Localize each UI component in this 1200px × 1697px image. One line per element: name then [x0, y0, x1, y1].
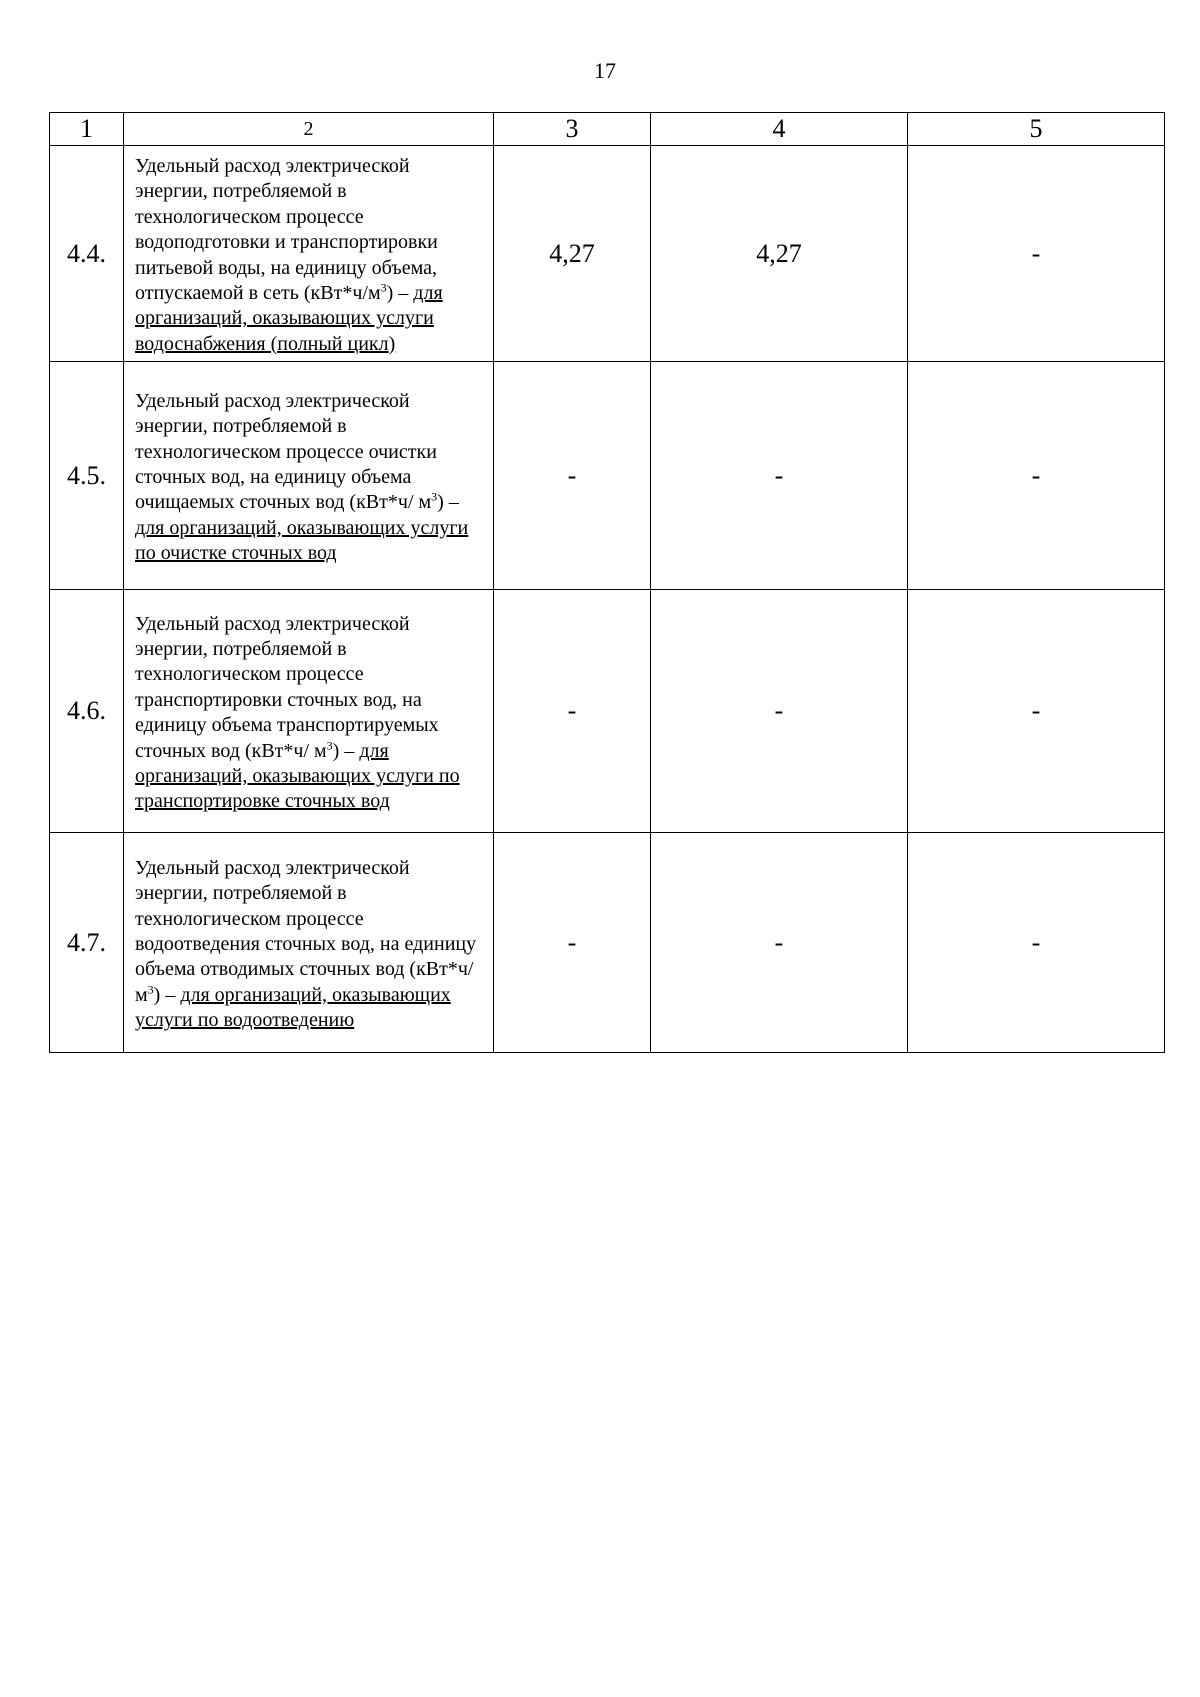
value-col-4: -	[651, 362, 908, 590]
description-underlined: для организаций, оказывающих услуги по очистке сточных вод	[135, 516, 469, 565]
value-col-4: -	[651, 590, 908, 833]
description-underlined: для организаций, оказывающих услуги по транспортировке сточных вод	[135, 739, 460, 813]
value-col-5: -	[908, 146, 1165, 362]
value-col-3: -	[494, 590, 651, 833]
value-col-5: -	[908, 590, 1165, 833]
row-description: Удельный расход электрической энергии, потребляемой в технологическом процессе водоподготовки и транспортировки питьевой воды, на единицу объема, отпускаемой в сеть $(кВт*ч/м^3)$ – для организаций, оказывающих услуги водоснабжения (полный цикл)	[124, 146, 494, 362]
column-header-1: 1	[50, 113, 124, 146]
description-underlined: для организаций, оказывающих услуги по водоотведению	[135, 983, 451, 1032]
value-col-3: -	[494, 362, 651, 590]
value-col-5: -	[908, 362, 1165, 590]
row-description: Удельный расход электрической энергии, потребляемой в технологическом процессе транспортировки сточных вод, на единицу объема транспортируемых сточных вод (кВт*ч/ $м^3$) – для организаций, оказывающих услуги по транспортировке сточных вод	[124, 590, 494, 833]
value-col-4: -	[651, 833, 908, 1053]
row-description: Удельный расход электрической энергии, потребляемой в технологическом процессе водоотведения сточных вод, на единицу объема отводимых сточных вод (кВт*ч/ $м^3$) – для организаций, оказывающих услуги по водоотведению	[124, 833, 494, 1053]
value-col-5: -	[908, 833, 1165, 1053]
description-underlined: для организаций, оказывающих услуги водоснабжения (полный цикл)	[135, 282, 443, 355]
column-header-3: 3	[494, 113, 651, 146]
page-number: 17	[594, 58, 616, 83]
row-description: Удельный расход электрической энергии, потребляемой в технологическом процессе очистки сточных вод, на единицу объема очищаемых сточных вод (кВт*ч/ $м^3$) – для организаций, оказывающих услуги по очистке сточных вод	[124, 362, 494, 590]
row-number: 4.6.	[50, 590, 124, 833]
column-header-2: 2	[124, 113, 494, 146]
table-header-row	[50, 113, 1165, 146]
value-col-3: 4,27	[494, 146, 651, 362]
value-col-4: 4,27	[651, 146, 908, 362]
table-row	[50, 833, 1165, 1053]
row-number: 4.5.	[50, 362, 124, 590]
column-header-4: 4	[651, 113, 908, 146]
table-row	[50, 362, 1165, 590]
column-header-5: 5	[908, 113, 1165, 146]
table-row	[50, 590, 1165, 833]
table-row	[50, 146, 1165, 362]
row-number: 4.7.	[50, 833, 124, 1053]
row-number: 4.4.	[50, 146, 124, 362]
indicators-table	[49, 112, 1165, 1053]
value-col-3: -	[494, 833, 651, 1053]
